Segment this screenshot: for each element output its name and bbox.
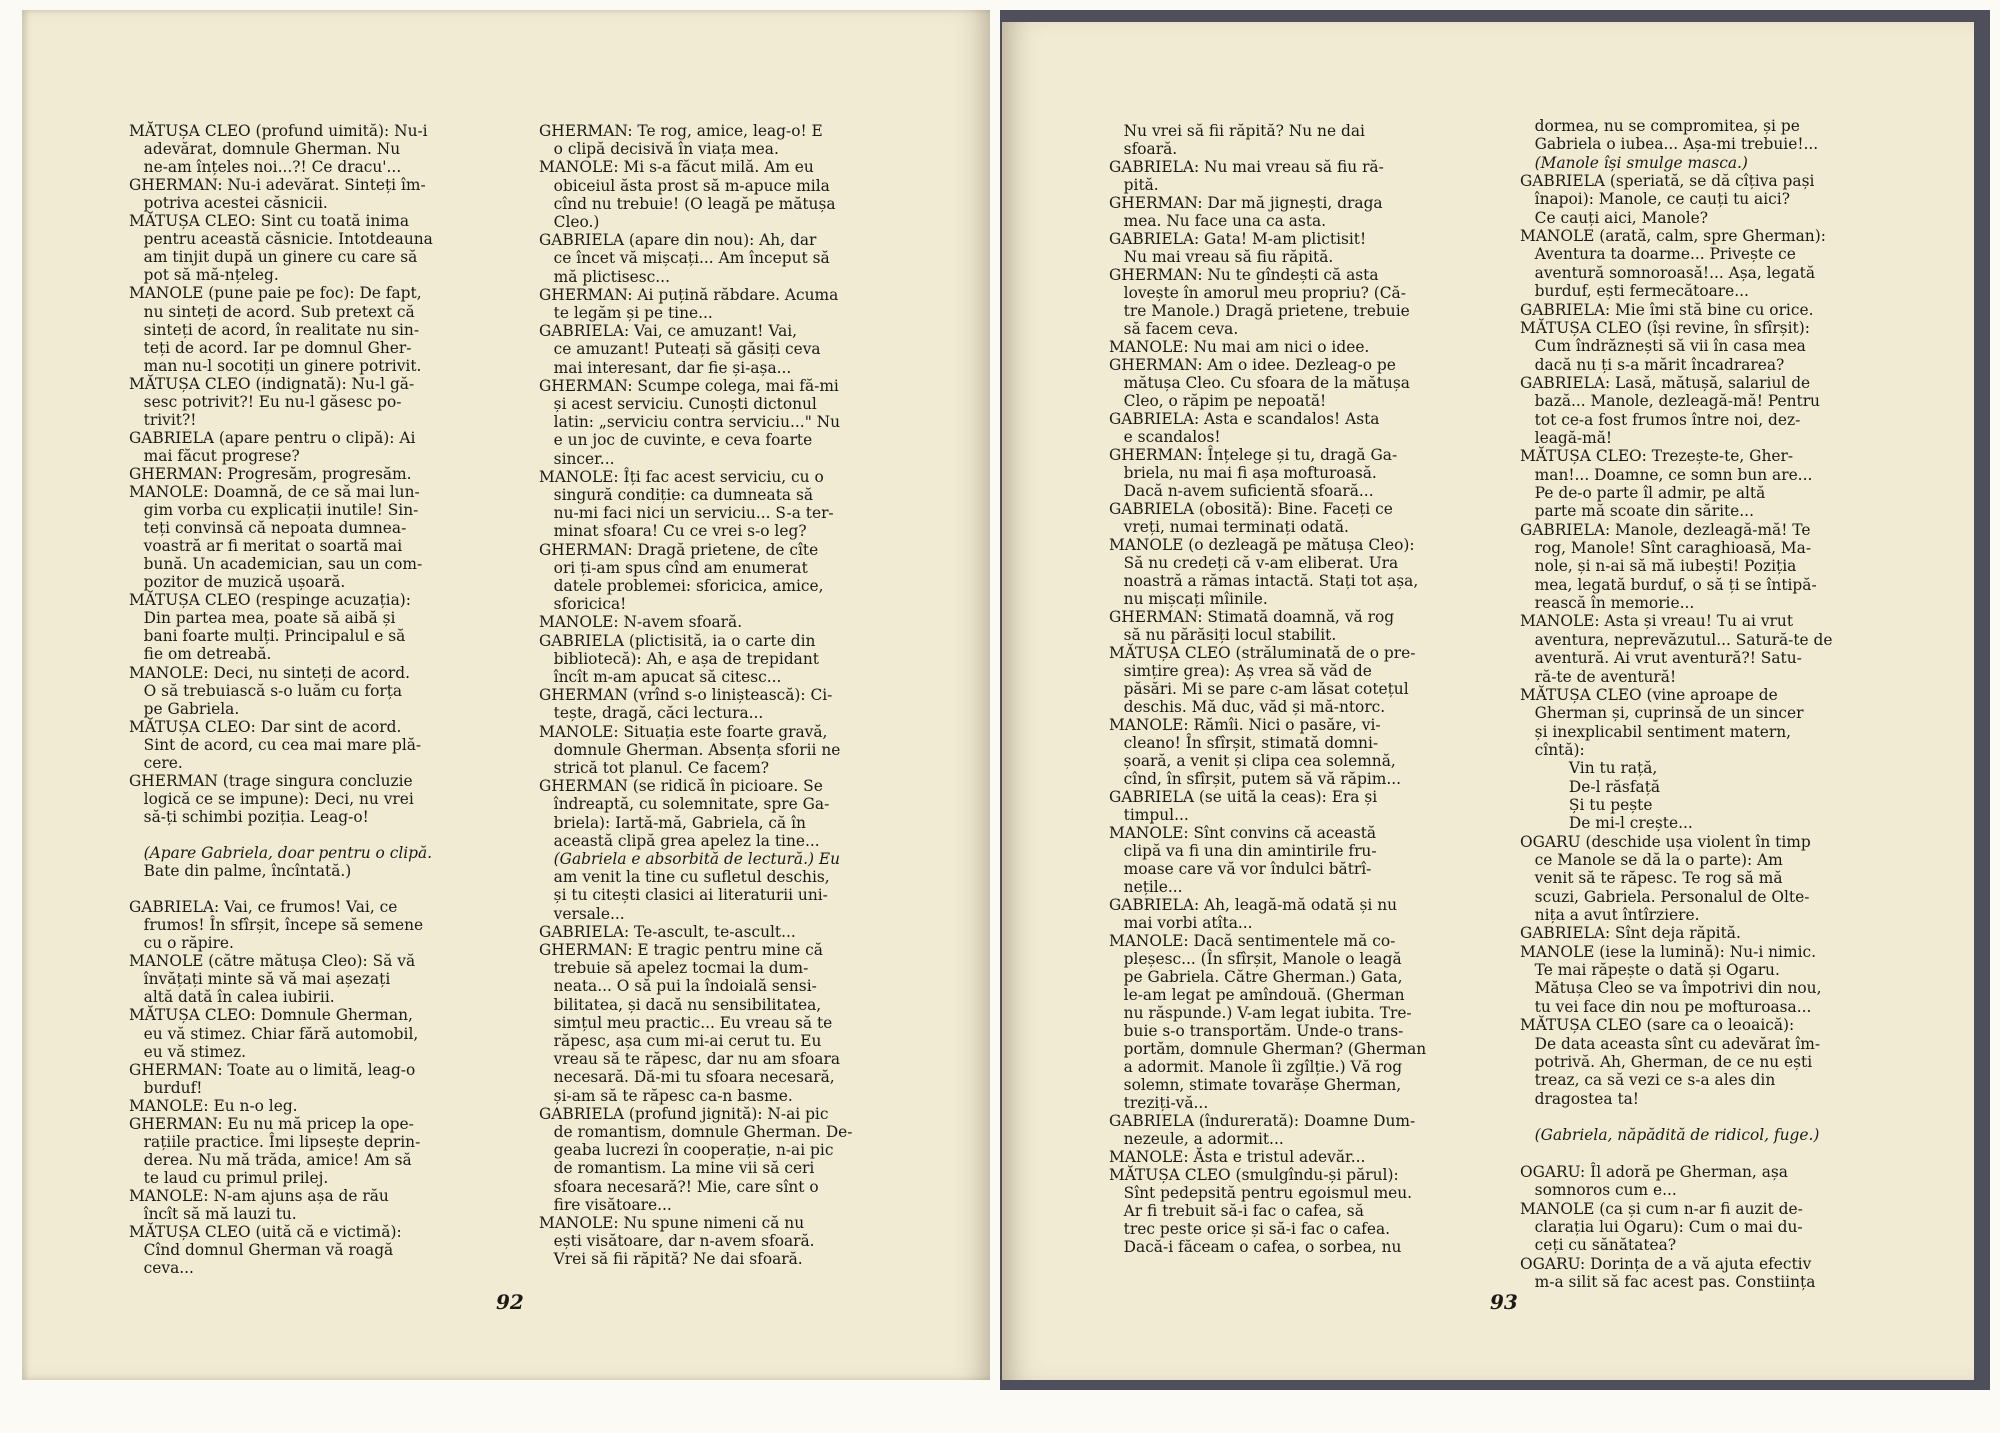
text-line: GABRIELA: Te-ascult, te-ascult... xyxy=(539,922,796,941)
text-line: mai interesant, dar fie și-așa... xyxy=(539,358,792,377)
text-line: pentru această căsnicie. Intotdeauna xyxy=(129,230,433,249)
text-line: ori ți-am spus cînd am enumerat xyxy=(539,558,808,577)
text-line: GHERMAN: Stimată doamnă, vă rog xyxy=(1109,608,1395,626)
text-line: ceva... xyxy=(129,1259,194,1278)
text-line: și-am să te răpesc ca-n basme. xyxy=(539,1086,793,1105)
text-line: învățați minte să vă mai așezați xyxy=(129,970,391,989)
text-line: Nu vrei să fii răpită? Nu ne dai xyxy=(1109,122,1365,140)
text-line: nețile... xyxy=(1109,878,1183,896)
text-line: MĂTUȘA CLEO (profund uimită): Nu-i xyxy=(129,122,428,140)
text-line: Sînt pedepsită pentru egoismul meu. xyxy=(1109,1184,1413,1202)
text-line: Vin tu rață, xyxy=(1520,759,1658,778)
text-line: man nu-l socotiți un ginere potrivit. xyxy=(129,356,422,375)
text-line: să-ți schimbi poziția. Leag-o! xyxy=(129,807,369,826)
text-line: de romantism, domnule Gherman. De- xyxy=(539,1123,853,1141)
text-line: nezeule, a adormit... xyxy=(1109,1130,1284,1148)
text-line: Ce cauți aici, Manole? xyxy=(1520,208,1708,227)
text-line: GABRIELA: Sînt deja răpită. xyxy=(1520,924,1741,943)
text-line: GABRIELA (plictisită, ia o carte din xyxy=(539,631,816,650)
text-line: moase care vă vor îndulci bătrî- xyxy=(1109,860,1372,878)
text-line: gim vorba cu explicații inutile! Sin- xyxy=(129,501,419,520)
text-line: cere. xyxy=(129,753,183,772)
text-line: pot să mă-nțeleg. xyxy=(129,266,279,285)
text-line: MĂTUȘA CLEO (uită că e victimă): xyxy=(129,1223,402,1242)
text-line: noastră a rămas intactă. Stați tot așa, xyxy=(1109,572,1419,590)
text-line: briela): Iartă-mă, Gabriela, că în xyxy=(539,813,806,832)
text-line: necesară. Dă-mi tu sfoara necesară, xyxy=(539,1068,835,1087)
text-line: GABRIELA: Asta e scandalos! Asta xyxy=(1109,410,1380,428)
text-line: Cleo.) xyxy=(539,213,600,231)
text-line: nole, și n-ai să mă iubești! Poziția xyxy=(1520,557,1797,576)
text-line: MĂTUȘA CLEO (sare ca o leoaică): xyxy=(1520,1016,1795,1035)
text-line: GHERMAN: E tragic pentru mine că xyxy=(539,941,823,959)
text-line: și acest serviciu. Cunoști dictonul xyxy=(539,395,817,413)
text-line: mă plictisesc... xyxy=(539,267,670,286)
text-line: păsări. Mi se pare c-am lăsat cotețul xyxy=(1109,680,1409,698)
text-line: vreau să te răpesc, dar nu am sfoara xyxy=(539,1050,840,1069)
text-line: burduf! xyxy=(129,1078,203,1097)
text-line: nu sinteți de acord. Sub pretext că xyxy=(129,302,415,321)
text-line: treziți-vă... xyxy=(1109,1094,1209,1112)
text-line: cleano! În sfîrșit, stimată domni- xyxy=(1109,734,1379,752)
text-line: man!... Doamne, ce somn bun are... xyxy=(1520,465,1813,484)
text-line: (Gabriela e absorbită de lectură.) Eu xyxy=(539,850,841,868)
text-line: GABRIELA (apare pentru o clipă): Ai xyxy=(129,428,416,447)
text-line: MANOLE: N-am ajuns așa de rău xyxy=(129,1186,389,1205)
text-line: GABRIELA (profund jignită): N-ai pic xyxy=(539,1104,829,1123)
text-line: clipă va fi una din amintirile fru- xyxy=(1109,842,1377,860)
text-line: răpesc, așa cum mi-ai cerut tu. Eu xyxy=(539,1032,822,1050)
text-line: GHERMAN: Dragă prietene, de cîte xyxy=(539,540,819,559)
text-line: teți de acord. Iar pe domnul Gher- xyxy=(129,338,412,357)
text-line: GABRIELA: Mie îmi stă bine cu orice. xyxy=(1520,300,1814,319)
text-line: timpul... xyxy=(1109,806,1189,824)
text-line: geaba lucrezi în cooperație, n-ai pic xyxy=(539,1141,834,1160)
text-line: ceți cu sănătatea? xyxy=(1520,1236,1677,1255)
text-line: GHERMAN: Progresăm, progresăm. xyxy=(129,464,412,483)
text-line: Cleo, o răpim pe nepoată! xyxy=(1109,392,1327,410)
text-line: dacă nu ți s-a mărit încadrarea? xyxy=(1520,355,1785,374)
text-line: MANOLE: Dacă sentimentele mă co- xyxy=(1109,932,1396,950)
text-line: de romantism. La mine vii să ceri xyxy=(539,1159,815,1178)
text-line: MANOLE: Îți fac acest serviciu, cu o xyxy=(539,467,824,486)
text-line: MANOLE: Asta și vreau! Tu ai vrut xyxy=(1520,612,1794,631)
text-line: MĂTUȘA CLEO (străluminată de o pre- xyxy=(1109,644,1416,662)
text-line: GABRIELA: Manole, dezleagă-mă! Te xyxy=(1520,520,1811,539)
text-line: datele problemei: sforicica, amice, xyxy=(539,577,824,595)
text-line: ce amuzant! Puteați să găsiți ceva xyxy=(539,340,821,359)
text-line: teți convinsă că nepoata dumnea- xyxy=(129,519,407,538)
text-line: bani foarte mulți. Principalul e să xyxy=(129,627,406,646)
text-line: OGARU: Îl adoră pe Gherman, așa xyxy=(1520,1162,1788,1181)
text-line: rească în memorie... xyxy=(1520,594,1695,613)
text-line: logică ce se impune): Deci, nu vrei xyxy=(129,789,414,808)
text-line: MANOLE (pune paie pe foc): De fapt, xyxy=(129,284,422,303)
text-line: tre Manole.) Dragă prietene, trebuie xyxy=(1109,302,1410,320)
text-line: treaz, ca să vezi ce s-a ales din xyxy=(1520,1071,1776,1090)
text-line: rog, Manole! Sînt caraghioasă, Ma- xyxy=(1520,539,1812,558)
text-line: pe Gabriela. xyxy=(129,699,240,718)
text-line: GABRIELA (speriată, se dă cîțiva pași xyxy=(1520,172,1815,191)
text-line: Vrei să fii răpită? Ne dai sfoară. xyxy=(539,1250,803,1269)
text-line: versale... xyxy=(539,904,625,923)
text-line: GHERMAN: Eu nu mă pricep la ope- xyxy=(129,1114,414,1133)
text-line: cîntă): xyxy=(1520,740,1585,759)
text-line: pleșesc... (În sfîrșit, Manole o leagă xyxy=(1109,950,1402,968)
text-line: am venit la tine cu sufletul deschis, xyxy=(539,868,830,887)
text-line: MANOLE: Mi s-a făcut milă. Am eu xyxy=(539,158,814,177)
text-line: GABRIELA: Gata! M-am plictisit! xyxy=(1109,230,1367,248)
text-line: MĂTUȘA CLEO: Trezește-te, Gher- xyxy=(1520,447,1794,466)
text-line: potrivă. Ah, Gherman, de ce nu ești xyxy=(1520,1052,1813,1071)
text-line: simțul meu practic... Eu vreau să te xyxy=(539,1013,833,1032)
text-line: bibliotecă): Ah, e așa de trepidant xyxy=(539,649,819,668)
text-line: rațiile practice. Îmi lipsește deprin- xyxy=(129,1132,421,1151)
text-line: (Gabriela, năpădită de ridicol, fuge.) xyxy=(1520,1126,1820,1145)
text-line: Gherman și, cuprinsă de un sincer xyxy=(1520,704,1804,723)
text-line: sfoară. xyxy=(1109,140,1178,158)
text-line: somnoros cum e... xyxy=(1520,1181,1677,1200)
text-line: te laud cu primul prilej. xyxy=(129,1168,329,1187)
page-number-left: 92 xyxy=(496,1290,524,1314)
text-line: Cum îndrăznești să vii în casa mea xyxy=(1520,337,1806,356)
text-line: pită. xyxy=(1109,176,1159,194)
text-line: eu vă stimez. xyxy=(129,1042,247,1061)
text-line: adevărat, domnule Gherman. Nu xyxy=(129,140,401,159)
text-line: GHERMAN: Scumpe colega, mai fă-mi xyxy=(539,376,839,395)
text-line: Pe de-o parte îl admir, pe altă xyxy=(1520,484,1766,502)
text-line: te legăm și pe tine... xyxy=(539,304,713,322)
text-line: altă dată în calea iubirii. xyxy=(129,988,335,1007)
text-line: clarația lui Ogaru): Cum o mai du- xyxy=(1520,1218,1803,1236)
text-line: sinteți de acord, în realitate nu sin- xyxy=(129,320,420,339)
text-line: am tinjit după un ginere cu care să xyxy=(129,248,418,267)
text-line: (Manole își smulge masca.) xyxy=(1520,153,1748,172)
text-line: eu vă stimez. Chiar fără automobil, xyxy=(129,1024,419,1043)
text-line: sincer... xyxy=(539,449,615,468)
text-line: venit să te răpesc. Te rog să mă xyxy=(1520,869,1783,888)
text-line: dragostea ta! xyxy=(1520,1089,1639,1108)
text-line: MANOLE: Nu spune nimeni că nu xyxy=(539,1214,805,1232)
text-line: MANOLE: Situația este foarte gravă, xyxy=(539,722,828,741)
text-line: înapoi): Manole, ce cauți tu aici? xyxy=(1520,190,1790,209)
text-line: MANOLE (către mătușa Cleo): Să vă xyxy=(129,952,416,971)
text-line: O să trebuiască s-o luăm cu forța xyxy=(129,681,403,700)
text-line: Mătușa Cleo se va împotrivi din nou, xyxy=(1520,979,1822,998)
text-line: leagă-mă! xyxy=(1520,428,1613,447)
text-line: MANOLE (arată, calm, spre Gherman): xyxy=(1520,227,1826,246)
text-line: mai vorbi atîta... xyxy=(1109,914,1253,932)
text-line: cînd, în sfîrșit, putem să vă răpim... xyxy=(1109,770,1402,788)
text-line: GHERMAN: Înțelege și tu, dragă Ga- xyxy=(1109,446,1398,464)
text-line: singură condiție: ca dumneata să xyxy=(539,486,814,504)
text-line: Te mai răpește o dată și Ogaru. xyxy=(1520,961,1780,980)
text-line: buie s-o transportăm. Unde-o trans- xyxy=(1109,1022,1404,1040)
text-line: nița a avut întîrziere. xyxy=(1520,906,1700,925)
text-line: De mi-l crește... xyxy=(1520,814,1693,833)
text-line: MĂTUȘA CLEO (își revine, în sfîrșit): xyxy=(1520,318,1810,337)
text-line: Gabriela o iubea... Așa-mi trebuie!... xyxy=(1520,135,1819,154)
text-line: bilitatea, și dacă nu sensibilitatea, xyxy=(539,995,822,1014)
text-line: GABRIELA (se uită la ceas): Era și xyxy=(1109,788,1378,806)
text-line: a adormit. Manole îi zgîlție.) Vă rog xyxy=(1109,1058,1403,1076)
text-line: minat sfoara! Cu ce vrei s-o leg? xyxy=(539,522,807,541)
right-page xyxy=(1002,22,1974,1380)
text-line: MANOLE (ca și cum n-ar fi auzit de- xyxy=(1520,1199,1803,1218)
text-line: strică tot planul. Ce facem? xyxy=(539,759,769,777)
text-line: Bate din palme, încîntată.) xyxy=(129,862,352,881)
text-line: aventură. Ai vrut aventură?! Satu- xyxy=(1520,649,1802,668)
text-line: să nu părăsiți locul stabilit. xyxy=(1109,626,1337,644)
text-line: portăm, domnule Gherman? (Gherman xyxy=(1109,1040,1427,1058)
text-line: GABRIELA: Vai, ce frumos! Vai, ce xyxy=(129,898,398,917)
text-line: GABRIELA (apare din nou): Ah, dar xyxy=(539,231,817,250)
text-line: potriva acestei căsnicii. xyxy=(129,194,328,213)
text-line: sesc potrivit?! Eu nu-l găsesc po- xyxy=(129,392,402,411)
text-line: deschis. Mă duc, văd și mă-ntorc. xyxy=(1109,698,1386,716)
text-line: Dacă n-avem suficientă sfoară... xyxy=(1109,482,1374,500)
text-line: sfoara necesară?! Mie, care sînt o xyxy=(539,1177,819,1196)
text-line: cînd nu trebuie! (O leagă pe mătușa xyxy=(539,194,836,213)
text-line: latin: „serviciu contra serviciu..." Nu xyxy=(539,413,841,432)
text-line: MANOLE: Nu mai am nici o idee. xyxy=(1109,338,1370,356)
text-line: și inexplicabil sentiment matern, xyxy=(1520,722,1792,741)
text-line: GHERMAN: Am o idee. Dezleag-o pe xyxy=(1109,356,1396,374)
text-line: solemn, stimate tovarășe Gherman, xyxy=(1109,1076,1402,1094)
text-line: domnule Gherman. Absența sforii ne xyxy=(539,740,841,759)
text-line: obiceiul ăsta prost să m-apuce mila xyxy=(539,176,830,195)
text-line: trivit?! xyxy=(129,410,197,429)
text-line: OGARU: Dorința de a vă ajuta efectiv xyxy=(1520,1254,1812,1273)
text-line: tot ce-a fost frumos între noi, dez- xyxy=(1520,410,1801,429)
text-line: MĂTUȘA CLEO (respinge acuzația): xyxy=(129,591,411,610)
text-line: Sint de acord, cu cea mai mare plă- xyxy=(129,735,422,754)
text-line: fie om detreabă. xyxy=(129,645,272,664)
text-line: MANOLE: Deci, nu sinteți de acord. xyxy=(129,663,411,682)
text-line: briela, nu mai fi așa mofturoasă. xyxy=(1109,464,1377,482)
text-line: GHERMAN: Toate au o limită, leag-o xyxy=(129,1060,416,1079)
text-line: aventură somnoroasă!... Așa, legată xyxy=(1520,263,1816,282)
text-line: GABRIELA (îndurerată): Doamne Dum- xyxy=(1109,1112,1416,1130)
text-line: mea, legată burduf, o să ți se întipă- xyxy=(1520,575,1817,594)
text-line: MĂTUȘA CLEO (indignată): Nu-l gă- xyxy=(129,374,415,393)
text-line: GHERMAN: Nu-i adevărat. Sinteți îm- xyxy=(129,176,426,195)
text-line: GHERMAN: Ai puțină răbdare. Acuma xyxy=(539,285,839,304)
text-line: îndreaptă, cu solemnitate, spre Ga- xyxy=(539,795,830,814)
text-line: aventura, neprevăzutul... Satură-te de xyxy=(1520,630,1833,649)
text-line: dormea, nu se compromitea, și pe xyxy=(1520,117,1800,135)
text-line: bază... Manole, dezleagă-mă! Pentru xyxy=(1520,392,1820,411)
text-line: GHERMAN: Nu te gîndești că asta xyxy=(1109,266,1379,284)
text-line: Și tu pește xyxy=(1520,795,1653,814)
text-line: MĂTUȘA CLEO: Sint cu toată inima xyxy=(129,212,410,231)
text-line: derea. Nu mă trăda, amice! Am să xyxy=(129,1150,412,1169)
text-line: De data aceasta sînt cu adevărat îm- xyxy=(1520,1034,1821,1053)
text-line: MANOLE (iese la lumină): Nu-i nimic. xyxy=(1520,942,1817,961)
text-line: MĂTUȘA CLEO: Dar sint de acord. xyxy=(129,717,402,736)
text-line: m-a silit să fac acest pas. Constiința xyxy=(1520,1273,1816,1292)
text-line: GABRIELA: Ah, leagă-mă odată și nu xyxy=(1109,896,1398,914)
text-line: MANOLE: Sînt convins că această xyxy=(1109,824,1377,842)
text-line: Aventura ta doarme... Privește ce xyxy=(1520,245,1796,264)
text-line: GHERMAN (se ridică în picioare. Se xyxy=(539,777,823,796)
text-line: MĂTUȘA CLEO: Domnule Gherman, xyxy=(129,1006,413,1025)
text-line: MĂTUȘA CLEO (vine aproape de xyxy=(1520,685,1778,704)
text-line: cu o răpire. xyxy=(129,934,234,953)
text-line: simțire grea): Aș vrea să văd de xyxy=(1109,662,1372,680)
text-line: voastră ar fi meritat o soartă mai xyxy=(129,537,403,556)
text-line: neata... O să pui la îndoială sensi- xyxy=(539,977,817,996)
left-page xyxy=(22,10,990,1380)
text-line: GABRIELA: Nu mai vreau să fiu ră- xyxy=(1109,158,1384,176)
text-line: (Apare Gabriela, doar pentru o clipă. xyxy=(129,844,433,862)
text-line: tu vei face din nou pe mofturoasa... xyxy=(1520,997,1812,1016)
text-line: De-l răsfață xyxy=(1520,777,1661,796)
text-line: ră-te de aventură! xyxy=(1520,667,1677,686)
text-line: Cînd domnul Gherman vă roagă xyxy=(129,1241,394,1260)
text-line: MĂTUȘA CLEO (smulgîndu-și părul): xyxy=(1109,1166,1399,1184)
text-line: trec peste orice și să-i fac o cafea. xyxy=(1109,1220,1391,1238)
text-line: o clipă decisivă în viața mea. xyxy=(539,140,779,159)
text-line: această clipă grea apelez la tine... xyxy=(539,831,820,850)
text-line: Dacă-i făceam o cafea, o sorbea, nu xyxy=(1109,1238,1402,1256)
text-line: vreți, numai terminați odată. xyxy=(1109,518,1349,536)
text-line: GHERMAN (trage singura concluzie xyxy=(129,771,413,790)
text-line: bună. Un academician, sau un com- xyxy=(129,555,423,574)
text-line: pe Gabriela. Către Gherman.) Gata, xyxy=(1109,968,1403,986)
text-line: pozitor de muzică ușoară. xyxy=(129,573,346,592)
text-line: trebuie să apelez tocmai la dum- xyxy=(539,959,809,978)
text-line: scuzi, Gabriela. Personalul de Olte- xyxy=(1520,887,1810,906)
text-line: GABRIELA: Vai, ce amuzant! Vai, xyxy=(539,322,798,341)
text-line: nu mișcați mîinile. xyxy=(1109,590,1268,608)
text-line: ne-am înțeles noi...?! Ce dracu'... xyxy=(129,158,402,177)
text-line: GHERMAN: Dar mă jignești, draga xyxy=(1109,194,1383,212)
page-number-right: 93 xyxy=(1490,1290,1518,1314)
text-line: Din partea mea, poate să aibă și xyxy=(129,609,396,628)
text-line: frumos! În sfîrșit, începe să semene xyxy=(129,916,424,935)
text-line: parte mă scoate din sărite... xyxy=(1520,502,1754,521)
text-line: MANOLE (o dezleagă pe mătușa Cleo): xyxy=(1109,536,1415,554)
text-line: e scandalos! xyxy=(1109,428,1221,446)
text-line: nu răspunde.) V-am legat iubita. Tre- xyxy=(1109,1004,1412,1022)
text-line: mai făcut progrese? xyxy=(129,446,300,465)
text-line: să facem ceva. xyxy=(1109,320,1239,338)
text-line: nu-mi faci nici un serviciu... S-a ter- xyxy=(539,504,834,523)
text-line: MANOLE: Ăsta e tristul adevăr... xyxy=(1109,1148,1366,1166)
text-line: GHERMAN: Te rog, amice, leag-o! E xyxy=(539,122,823,140)
text-line: mea. Nu face una ca asta. xyxy=(1109,212,1327,230)
text-line: GHERMAN (vrînd s-o liniștească): Ci- xyxy=(539,686,833,705)
text-line: GABRIELA (obosită): Bine. Faceți ce xyxy=(1109,500,1393,518)
text-line: încît să mă lauzi tu. xyxy=(129,1205,297,1223)
text-line: MANOLE: Rămîi. Nici o pasăre, vi- xyxy=(1109,716,1381,734)
text-line: OGARU (deschide ușa violent în timp xyxy=(1520,832,1811,851)
text-line: ce Manole se dă la o parte): Am xyxy=(1520,851,1783,869)
text-line: Să nu credeți că v-am eliberat. Ura xyxy=(1109,554,1399,572)
text-line: lovește în amorul meu propriu? (Că- xyxy=(1109,284,1406,302)
text-line: tește, dragă, căci lectura... xyxy=(539,704,764,723)
text-line: le-am legat pe amîndouă. (Gherman xyxy=(1109,986,1405,1004)
text-line: burduf, ești fermecătoare... xyxy=(1520,282,1749,301)
text-line: MANOLE: Doamnă, de ce să mai lun- xyxy=(129,483,420,501)
text-line: Nu mai vreau să fiu răpită. xyxy=(1109,248,1334,266)
text-line: ce încet vă mișcați... Am început să xyxy=(539,249,830,268)
text-line: mătușa Cleo. Cu sfoara de la mătușa xyxy=(1109,374,1410,392)
text-line: șoară, a venit și clipa cea solemnă, xyxy=(1109,752,1396,770)
text-line: ești visătoare, dar n-avem sfoară. xyxy=(539,1232,815,1251)
text-line: sforicica! xyxy=(539,595,627,614)
text-line: MANOLE: N-avem sfoară. xyxy=(539,613,743,632)
text-line: e un joc de cuvinte, e ceva foarte xyxy=(539,431,813,450)
text-line: încît m-am apucat să citesc... xyxy=(539,668,782,686)
text-line: GABRIELA: Lasă, mătușă, salariul de xyxy=(1520,373,1811,392)
text-line: și tu citești clasici ai literaturii uni- xyxy=(539,886,828,905)
text-line: Ar fi trebuit să-i fac o cafea, să xyxy=(1109,1202,1364,1220)
text-line: MANOLE: Eu n-o leg. xyxy=(129,1096,298,1115)
text-line: fire visătoare... xyxy=(539,1195,672,1214)
